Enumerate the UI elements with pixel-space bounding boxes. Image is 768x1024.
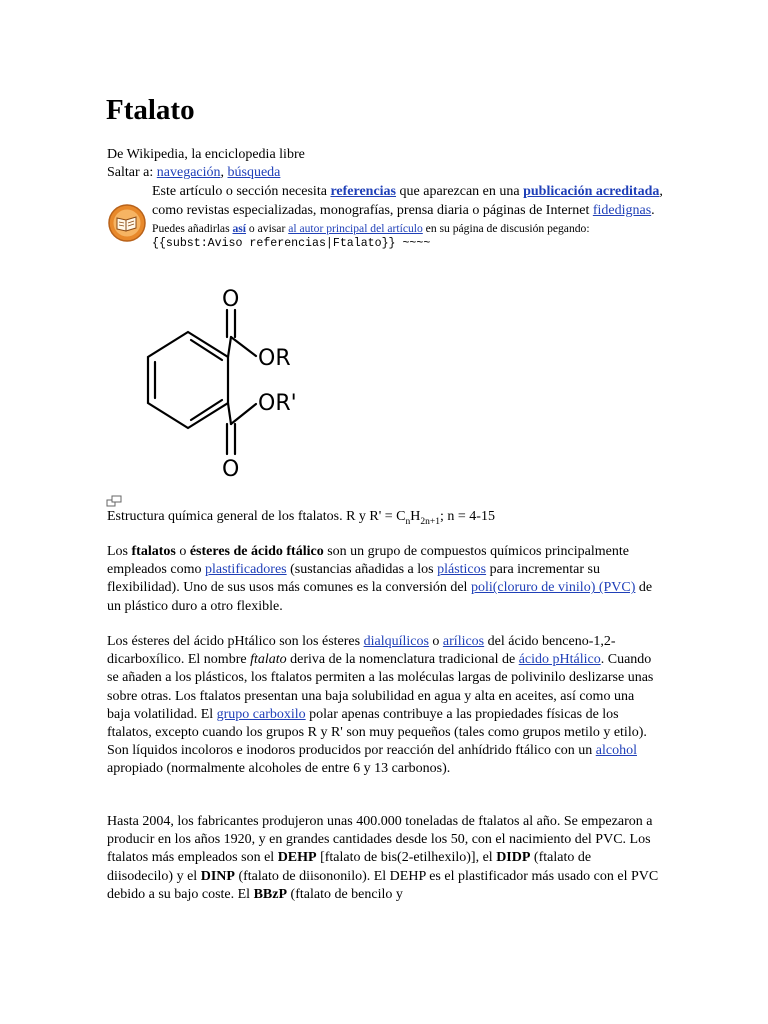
acido-phtalico-link[interactable]: ácido pHtálico	[518, 652, 601, 668]
p1-text-g: de un plástico duro a otro flexible.	[107, 580, 653, 614]
plastificadores-link[interactable]: plastificadores	[204, 562, 287, 578]
p1-text-f: para incrementar su flexibilidad). Uno de sus usos más comunes es la conversión del	[107, 562, 600, 596]
figure-caption	[107, 508, 495, 531]
p3-bold-bbzp: BBzP	[253, 886, 288, 902]
or-prime-label: OR'	[258, 391, 297, 416]
caption-text-c: ; n = 4-15	[440, 509, 495, 524]
oxygen-top-label: O	[222, 287, 240, 312]
jump-separator: ,	[220, 165, 228, 180]
p2-text-d: deriva de la nomenclatura tradicional de	[286, 652, 519, 668]
p2-text-e: . Cuando se añaden a los plásticos, los ftalatos permiten a las moléculas largas de polivinilo deslizarse unas sobre otras. Los ftalatos presentan una baja solubilidad en agua y alta en aceites, así como una baja volatilidad. El	[107, 652, 654, 722]
notice-text-4: .	[651, 202, 655, 218]
notice-template-code: {{subst:Aviso referencias|Ftalato}} ~~~~	[152, 237, 431, 250]
enlarge-icon[interactable]	[106, 495, 122, 507]
instructions-text-2: o avisar	[246, 222, 289, 235]
notice-instructions	[152, 221, 664, 236]
references-notice	[152, 183, 664, 251]
or-label: OR	[258, 346, 291, 371]
p2-text-b: o	[428, 634, 443, 649]
instructions-text-3: en su página de discusión pegando:	[422, 222, 590, 235]
p2-text-a: Los ésteres del ácido pHtálico son los ésteres	[107, 634, 364, 649]
p1-bold-esteres: ésteres de ácido ftálico	[189, 544, 324, 559]
arilicos-link[interactable]: arílicos	[442, 634, 485, 649]
phthalate-structure-diagram	[108, 282, 328, 482]
p2-italic-ftalato: ftalato	[250, 652, 287, 668]
notice-text-1: Este artículo o sección necesita	[152, 184, 331, 199]
main-author-link[interactable]: al autor principal del artículo	[288, 222, 423, 235]
p2-text-c: del ácido benceno-1,2-dicarboxílico. El nombre	[107, 634, 616, 668]
p1-text-a: Los	[107, 544, 132, 559]
bond-c2-or-prime	[231, 404, 256, 424]
search-link[interactable]: búsqueda	[227, 165, 281, 180]
paragraph-produccion	[107, 813, 660, 904]
bond-ring-c2	[228, 403, 231, 424]
p3-text-e: (ftalato de bencilo y	[287, 886, 403, 902]
fidedignas-link[interactable]: fidedignas	[592, 202, 652, 218]
caption-text-b: H	[410, 509, 421, 524]
caption-text-a: Estructura química general de los ftalatos. R y R' = C	[107, 509, 406, 524]
p2-text-g: apropiado (normalmente alcoholes de entre 6 y 13 carbonos).	[107, 761, 451, 777]
p1-text-e: (sustancias añadidas a los	[286, 562, 438, 578]
page-title: Ftalato	[106, 94, 195, 126]
p3-text-b: [ftalato de bis(2-etilhexilo)], el	[316, 850, 497, 866]
p1-text-c: o	[175, 544, 190, 559]
book-icon	[107, 203, 147, 243]
caption-sub-2n1: 2n+1	[420, 516, 440, 527]
paragraph-intro	[107, 543, 660, 616]
bond-c1-or	[231, 337, 256, 356]
p3-text-d: (ftalato de diisononilo). El DEHP es el plastificador más usado con el PVC debido a su bajo coste. El	[107, 868, 659, 902]
notice-text-3: , como revistas especializadas, monografías, prensa diaria o páginas de Internet	[152, 184, 663, 218]
instructions-text-1: Puedes añadirlas	[152, 222, 233, 235]
jump-links	[107, 164, 280, 182]
p1-text-d: son un grupo de compuestos químicos principalmente empleados como	[107, 544, 629, 578]
notice-text-2: que aparezcan en una	[396, 184, 524, 199]
alcohol-link[interactable]: alcohol	[595, 743, 637, 759]
paragraph-esteres	[107, 633, 660, 779]
plasticos-link[interactable]: plásticos	[437, 562, 487, 578]
navigation-link[interactable]: navegación	[156, 165, 221, 180]
tagline: De Wikipedia, la enciclopedia libre	[107, 147, 305, 162]
dialquilicos-link[interactable]: dialquílicos	[363, 634, 429, 649]
p2-text-f: polar apenas contribuye a las propiedades físicas de los ftalatos, excepto cuando los grupos R y R' son muy pequeños (tales como grupos metilo y etilo). Son líquidos incoloros e inodoros producidos por reacción del anhídrido ftálico con un	[107, 706, 647, 759]
jump-prefix: Saltar a:	[107, 165, 157, 180]
p1-bold-ftalatos: ftalatos	[131, 544, 176, 559]
benzene-ring	[148, 332, 228, 428]
oxygen-bottom-label: O	[222, 457, 240, 482]
bond-ring-c1	[228, 337, 231, 357]
p3-bold-dehp: DEHP	[277, 850, 317, 866]
p3-text-a: Hasta 2004, los fabricantes produjeron unas 400.000 toneladas de ftalatos al año. Se empezaron a producir en los años 1920, y en grandes cantidades desde los 50, con el nacimiento del PVC. Los ftalatos más empleados son el	[107, 814, 653, 866]
pvc-link[interactable]: poli(cloruro de vinilo) (PVC)	[470, 580, 636, 596]
p3-text-c: (ftalato de diisodecilo) y el	[107, 850, 592, 884]
publicacion-acreditada-link[interactable]: publicación acreditada	[523, 184, 660, 199]
referencias-link[interactable]: referencias	[330, 184, 397, 199]
caption-sub-n: n	[405, 516, 411, 527]
p3-bold-didp: DIDP	[496, 850, 531, 866]
grupo-carboxilo-link[interactable]: grupo carboxilo	[216, 706, 306, 722]
p3-bold-dinp: DINP	[200, 868, 235, 884]
asi-link[interactable]: así	[232, 222, 247, 235]
